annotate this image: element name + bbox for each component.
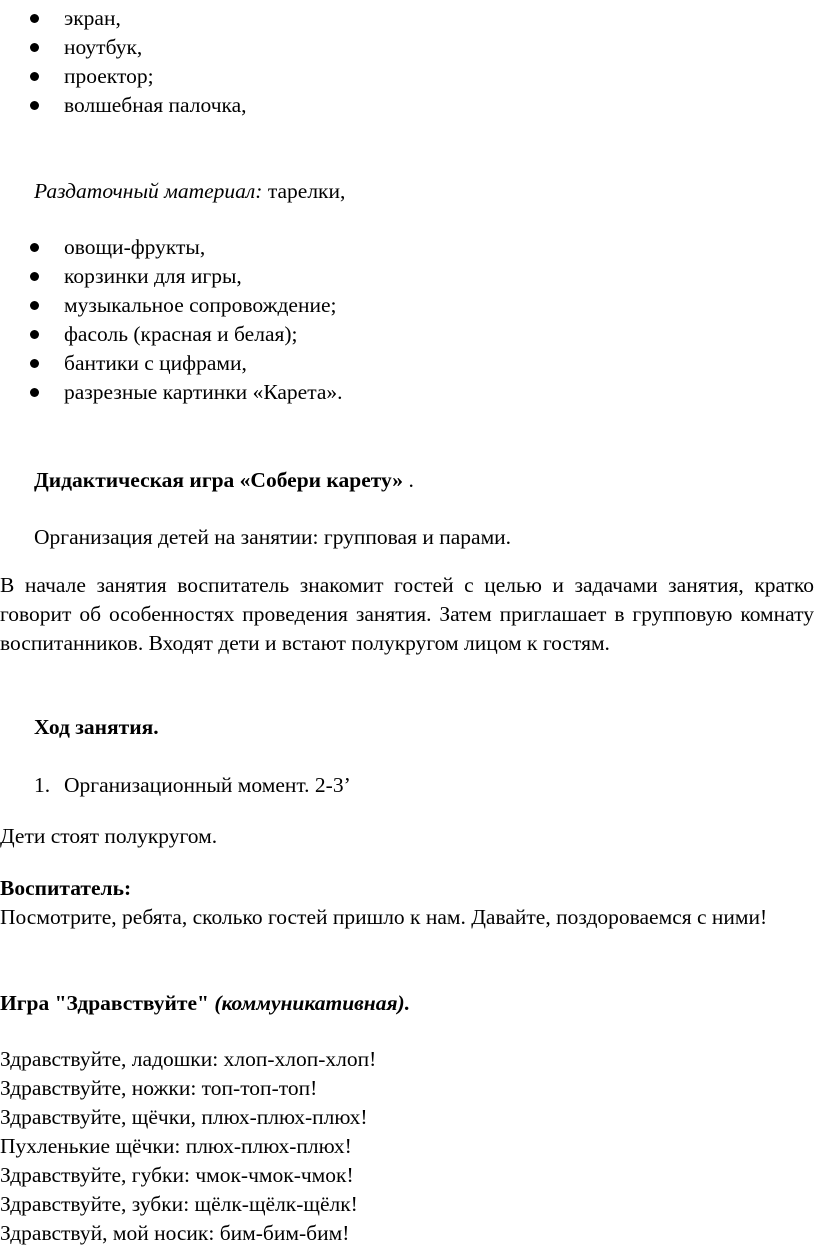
bullet-icon: [30, 72, 39, 81]
list-item: [0, 349, 816, 378]
list-item-text: волшебная палочка,: [64, 93, 247, 117]
verse-line: Здравствуйте, ладошки: хлоп-хлоп-хлоп!: [0, 1047, 377, 1071]
list-item-text: корзинки для игры,: [64, 264, 242, 288]
list-item: [0, 62, 816, 91]
list-item-text: проектор;: [64, 64, 154, 88]
greeting-game-title: [0, 989, 410, 1018]
greeting-game-bold: Игра "Здравствуйте": [0, 991, 215, 1015]
list-item-text: экран,: [64, 6, 121, 30]
list-item-text: разрезные картинки «Карета».: [64, 380, 343, 404]
verse-line: Здравствуйте, ножки: топ-топ-топ!: [0, 1076, 318, 1100]
list-item: [0, 33, 816, 62]
game-title-bold: Дидактическая игра «Собери карету»: [34, 468, 404, 492]
organization-text: Организация детей на занятии: групповая и парами.: [34, 525, 512, 549]
verse-line: Здравствуйте, щёчки, плюх-плюх-плюх!: [0, 1105, 368, 1129]
list-item: [0, 291, 816, 320]
list-item-text: фасоль (красная и белая);: [64, 322, 298, 346]
step-number: 1.: [34, 773, 51, 797]
teacher-speech: Посмотрите, ребята, сколько гостей пришло к нам. Давайте, поздороваемся с ними!: [0, 905, 768, 929]
lesson-heading: Ход занятия.: [34, 715, 159, 739]
bullet-icon: [30, 388, 39, 397]
equipment-list: [0, 4, 816, 120]
list-item: [0, 4, 816, 33]
game-title-rest: .: [403, 468, 414, 492]
list-item-text: овощи-фрукты,: [64, 235, 206, 259]
verse-line: Пухленькие щёчки: плюх-плюх-плюх!: [0, 1134, 352, 1158]
greeting-game-italic: (коммуникативная).: [214, 991, 411, 1015]
list-item: [0, 262, 816, 291]
bullet-icon: [30, 243, 39, 252]
bullet-icon: [30, 101, 39, 110]
list-item-text: музыкальное сопровождение;: [64, 293, 337, 317]
bullet-icon: [30, 14, 39, 23]
handout-text: тарелки,: [262, 179, 346, 203]
bullet-icon: [30, 330, 39, 339]
children-stand-text: Дети стоят полукругом.: [0, 824, 218, 848]
game-title: [34, 466, 414, 495]
handout-list: [0, 233, 816, 407]
intro-paragraph: В начале занятия воспитатель знакомит гостей с целью и задачами занятия, кратко говорит об особенностях проведения занятия. Затем приглашает в групповую комнату воспитанников. Входят дети и встают полукругом лицом к гостям.: [0, 573, 814, 655]
list-item-text: бантики с цифрами,: [64, 351, 247, 375]
verse-line: Здравствуйте, губки: чмок-чмок-чмок!: [0, 1163, 354, 1187]
list-item: [0, 378, 816, 407]
greeting-verse: [0, 1045, 376, 1248]
bullet-icon: [30, 301, 39, 310]
list-item: [0, 320, 816, 349]
step-1: [34, 771, 734, 800]
bullet-icon: [30, 272, 39, 281]
list-item: [0, 233, 816, 262]
verse-line: Здравствуй, мой носик: бим-бим-бим!: [0, 1221, 350, 1245]
bullet-icon: [30, 359, 39, 368]
bullet-icon: [30, 43, 39, 52]
list-item: [0, 91, 816, 120]
handout-label: Раздаточный материал:: [34, 179, 263, 203]
list-item-text: ноутбук,: [64, 35, 143, 59]
handout-line: [34, 177, 345, 206]
verse-line: Здравствуйте, зубки: щёлк-щёлк-щёлк!: [0, 1192, 358, 1216]
teacher-label: Воспитатель:: [0, 876, 132, 900]
step-text: Организационный момент. 2-3’: [64, 773, 351, 797]
